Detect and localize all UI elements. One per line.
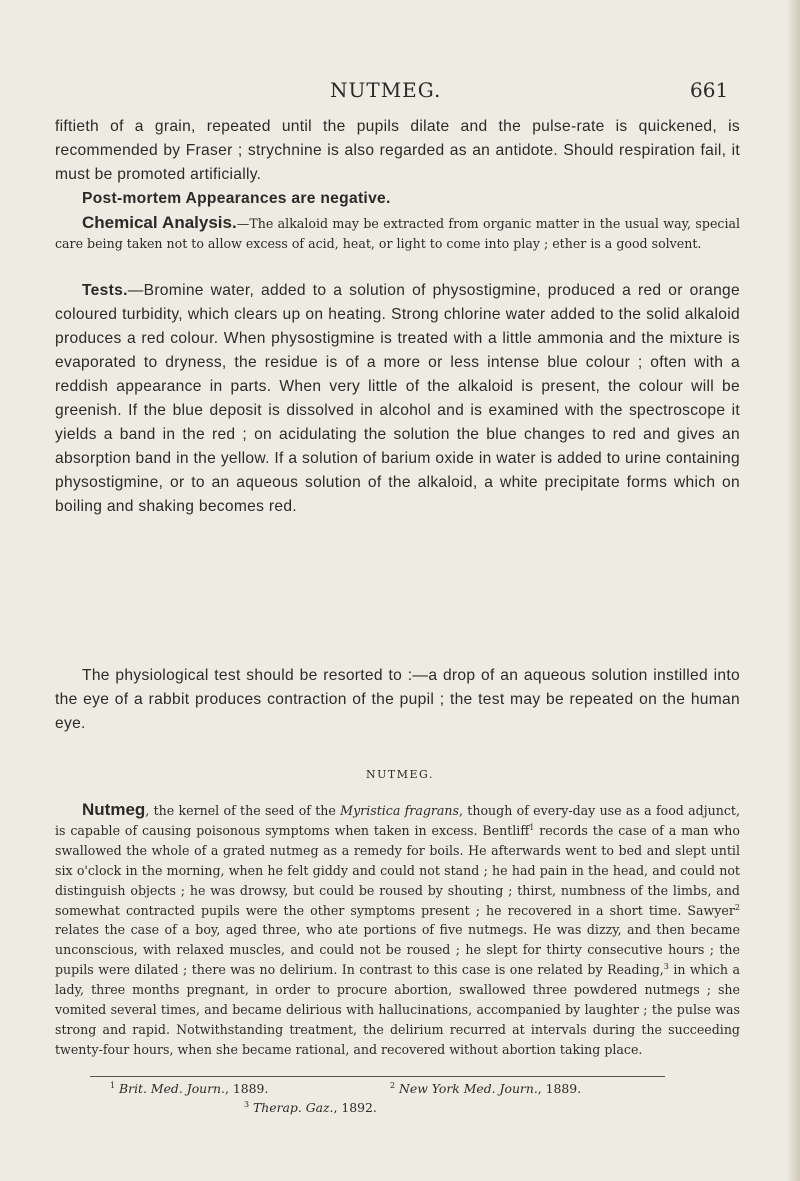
footnote-3 [244, 1100, 377, 1115]
footnote-2-year: , 1889. [537, 1081, 582, 1096]
footnote-1-number: 1 [110, 1080, 116, 1090]
footnote-2 [390, 1081, 581, 1096]
footnote-ref-3: 3 [663, 962, 669, 972]
postmortem-heading: Post-mortem Appearances are negative. [82, 190, 391, 207]
postmortem-paragraph [82, 187, 740, 211]
chemical-analysis-paragraph [55, 213, 740, 254]
running-title: NUTMEG. [330, 78, 442, 102]
physiological-test-paragraph [55, 664, 740, 736]
page-number: 661 [690, 78, 729, 102]
footnote-3-number: 3 [244, 1099, 250, 1109]
intro-text: fiftieth of a grain, repeated until the pupils dilate and the pulse-rate is quickened, is recommended by Fraser ; strychnine is also regarded as an antidote. Should respiration fail, it must be promoted artificially. [55, 118, 740, 183]
nutmeg-text-4: relates the case of a boy, aged three, who ate portions of five nutmegs. He was dizzy, and then became unconscious, with relaxed muscles, and could not be roused ; he slept for thirty consecutive hours ; the pupils were dilated ; there was no delirium. In contrast to this case is one related by Reading, [55, 922, 740, 978]
nutmeg-text-3: records the case of a man who swallowed the whole of a grated nutmeg as a remedy for boils. He afterwards went to bed and slept until six o'clock in the morning, when he felt giddy and could not stand ; he had pain in the head, and could not distinguish objects ; he was drowsy, but could be roused by shouting ; thirst, numbness of the limbs, and somewhat contracted pupils were the other symptoms present ; he recovered in a short time. Sawyer [55, 822, 740, 918]
footnote-3-source: Therap. Gaz. [253, 1100, 334, 1115]
nutmeg-species: Myristica fragrans [340, 803, 459, 818]
footnote-ref-1: 1 [529, 822, 535, 832]
footnote-1-source: Brit. Med. Journ. [119, 1081, 225, 1096]
chemical-analysis-text: —The alkaloid may be extracted from organic matter in the usual way, special care being taken not to allow excess of acid, heat, or light to come into play ; ether is a good solvent. [55, 216, 741, 251]
footnote-2-number: 2 [390, 1080, 396, 1090]
nutmeg-text-2: , though of every-day use as a food adjunct, is capable of causing poisonous symptoms when taken in excess. Bentliff [55, 803, 740, 838]
intro-paragraph [55, 115, 740, 187]
footnote-ref-2: 2 [734, 902, 740, 912]
footnote-1-year: , 1889. [224, 1081, 269, 1096]
chemical-analysis-heading: Chemical Analysis. [82, 213, 237, 232]
tests-heading: Tests. [82, 282, 128, 299]
section-title: NUTMEG. [366, 768, 434, 781]
physiological-test-text: The physiological test should be resorted to :—a drop of an aqueous solution instilled into the eye of a rabbit produces contraction of the pupil ; the test may be repeated on the human eye. [55, 667, 740, 732]
nutmeg-text-5: in which a lady, three months pregnant, in order to procure abortion, swallowed three powdered nutmegs ; she vomited several times, and became delirious with hallucinations, accompanied by laughter ; the pulse was strong and rapid. Notwithstanding treatment, the delirium recurred at intervals during the succeeding twenty-four hours, when she became rational, and recovered without abortion taking place. [55, 962, 740, 1057]
nutmeg-heading: Nutmeg [82, 800, 146, 819]
nutmeg-text-1: , the kernel of the seed of the [145, 803, 341, 818]
footnote-rule [90, 1076, 665, 1077]
footnote-1 [110, 1081, 268, 1096]
nutmeg-paragraph [55, 800, 740, 1060]
tests-paragraph [55, 279, 740, 519]
page-edge-shadow [786, 0, 800, 1181]
footnote-3-year: , 1892. [333, 1100, 377, 1115]
tests-text: —Bromine water, added to a solution of physostigmine, produced a red or orange coloured turbidity, which clears up on heating. Strong chlorine water added to the solid alkaloid produces a red colour. When physostigmine is treated with a little ammonia and the mixture is evaporated to dryness, the residue is of a more or less intense blue colour ; often with a reddish appearance in parts. When very little of the alkaloid is present, the colour will be greenish. If the blue deposit is dissolved in alcohol and is examined with the spectroscope it yields a band in the red ; on acidulating the solution the blue changes to red and gives an absorption band in the yellow. If a solution of barium oxide in water is added to urine containing physostigmine, or to an aqueous solution of the alkaloid, a white precipitate forms which on boiling and shaking becomes red. [55, 282, 740, 515]
footnote-2-source: New York Med. Journ. [399, 1081, 538, 1096]
